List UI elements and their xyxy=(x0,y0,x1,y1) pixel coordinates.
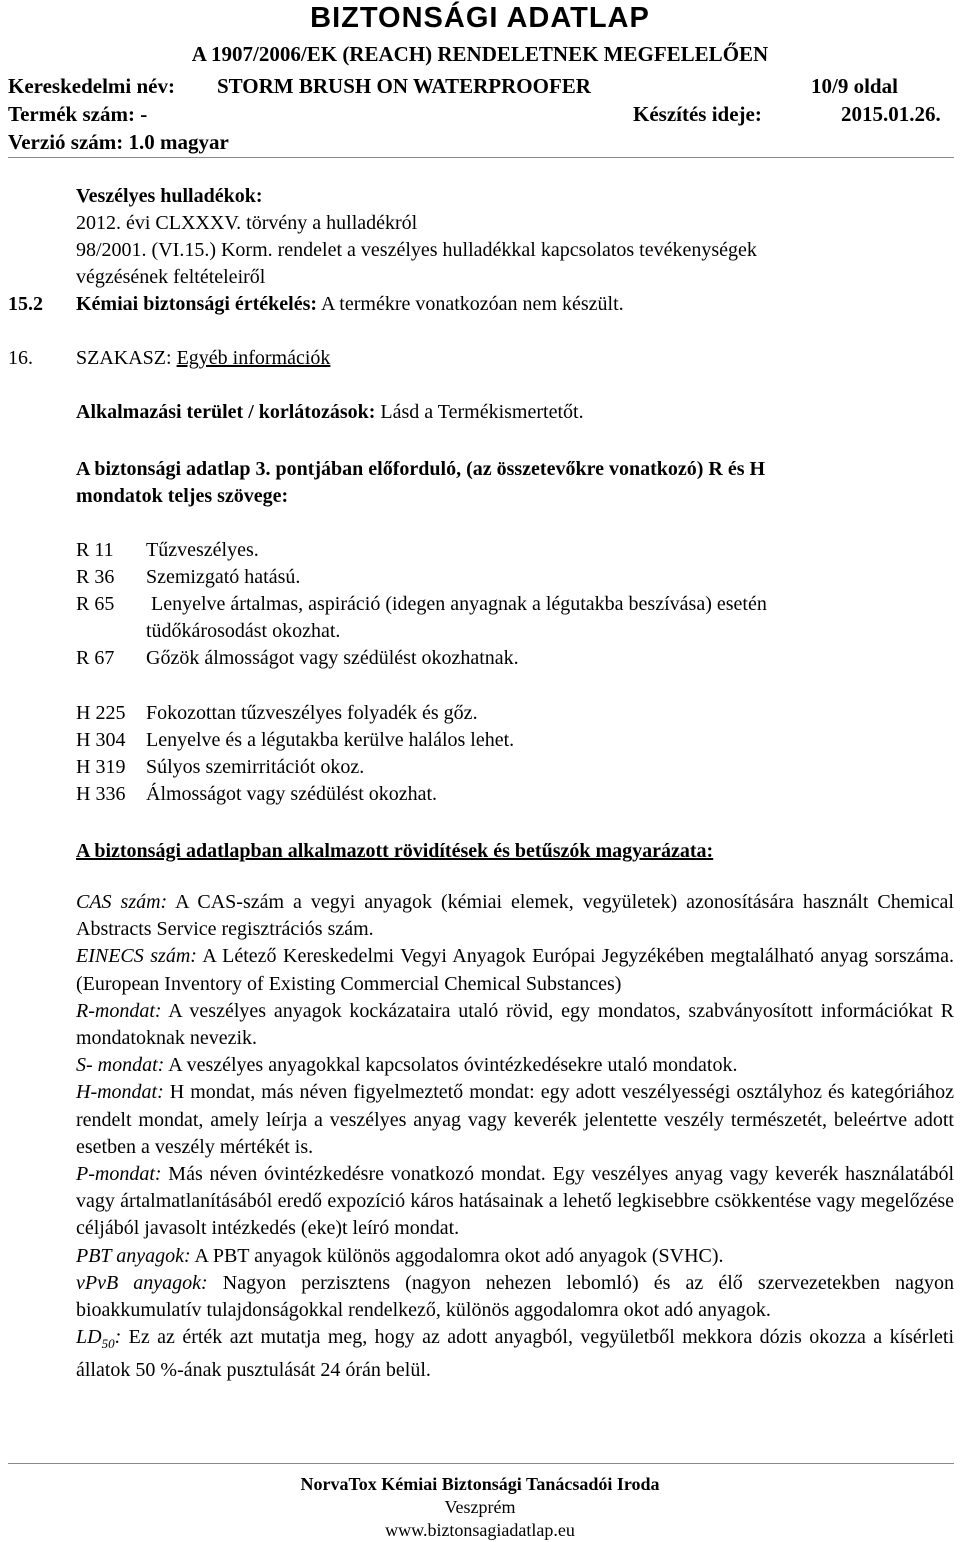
r-phrase-code: R 11 xyxy=(76,539,114,561)
abbr-definition: Ez az érték azt mutatja meg, hogy az adott anyagból, vegyületből mekkora dózis okozza a kísérleti állatok 50 %-ának pusztulását 24 órán belül. xyxy=(76,1326,954,1382)
trade-name-label: Kereskedelmi név: xyxy=(8,74,175,98)
abbr-term: S- mondat: xyxy=(76,1054,165,1077)
footer-divider xyxy=(8,1463,954,1464)
abbr-vpvb xyxy=(76,1270,954,1324)
product-number-label: Termék szám: - xyxy=(8,102,148,126)
trade-name: STORM BRUSH ON WATERPROOFER xyxy=(217,74,591,98)
r-phrase-text: Lenyelve ártalmas, aspiráció (idegen anyagnak a légutakba beszívása) esetén xyxy=(146,593,767,615)
abbr-term: P-mondat: xyxy=(76,1163,162,1186)
h-phrase-row xyxy=(76,727,514,754)
document-title: BIZTONSÁGI ADATLAP xyxy=(310,2,650,34)
r-phrase-code: R 65 xyxy=(76,593,115,615)
h-phrase-code: H 304 xyxy=(76,729,126,751)
abbr-definition: A PBT anyagok különös aggodalomra okot adó anyagok (SVHC). xyxy=(190,1244,724,1267)
footer-city: Veszprém xyxy=(444,1497,516,1517)
abbr-term: CAS szám: xyxy=(76,891,168,913)
h-phrase-code: H 225 xyxy=(76,702,126,724)
abbr-term: R-mondat: xyxy=(76,999,162,1022)
r-phrase-text-continued: tüdőkárosodást okozhat. xyxy=(146,620,341,642)
r-phrase-row xyxy=(76,591,767,618)
h-phrase-row xyxy=(76,700,478,727)
abbr-cas xyxy=(76,889,954,943)
h-phrase-row xyxy=(76,754,364,781)
abbr-definition: A veszélyes anyagok kockázataira utaló rövid, egy mondatos, szabványosított információkat R mondatoknak nevezik. xyxy=(76,999,954,1050)
section-16-number: 16. xyxy=(8,347,33,369)
rh-phrases-heading-2: mondatok teljes szövege: xyxy=(76,485,289,507)
h-phrase-text: Fokozottan tűzveszélyes folyadék és gőz. xyxy=(146,702,478,724)
footer-website: www.biztonsagiadatlap.eu xyxy=(385,1520,575,1540)
abbr-ld50 xyxy=(76,1324,954,1384)
h-phrase-text: Lenyelve és a légutakba kerülve halálos lehet. xyxy=(146,729,515,751)
h-phrase-code: H 336 xyxy=(76,783,126,805)
usage-text: Lásd a Termékismertetőt. xyxy=(380,401,584,423)
h-phrase-code: H 319 xyxy=(76,756,126,778)
abbr-definition: A CAS-szám a vegyi anyagok (kémiai elemek, vegyületek) azonosítására használt Chemical Abstracts Service regisztrációs szám. xyxy=(76,891,954,941)
abbr-pbt xyxy=(76,1243,954,1270)
section-16-prefix: SZAKASZ: xyxy=(76,347,172,369)
abbr-s-phrase xyxy=(76,1052,954,1079)
chemical-safety-label: Kémiai biztonsági értékelés: xyxy=(76,293,318,315)
r-phrase-row xyxy=(76,564,300,591)
usage-label: Alkalmazási terület / korlátozások: xyxy=(76,401,376,423)
header-divider xyxy=(8,157,954,158)
section-15-2-number: 15.2 xyxy=(8,293,43,315)
abbreviation-definitions xyxy=(76,889,954,1385)
r-phrase-text: Szemizgató hatású. xyxy=(146,566,301,588)
abbr-term: EINECS szám: xyxy=(76,945,197,968)
h-phrase-text: Súlyos szemirritációt okoz. xyxy=(146,756,365,778)
r-phrase-row xyxy=(76,645,519,672)
abbr-term: vPvB anyagok: xyxy=(76,1271,208,1294)
section-16-heading xyxy=(76,345,330,372)
abbr-definition: Nagyon perzisztens (nagyon nehezen lebomló) és az élő szervezetekben nagyon bioakkumulatív tulajdonságokkal rendelkező, különös aggodalomra okot adó anyagok. xyxy=(76,1271,954,1322)
waste-decree-line-2: végzésének feltételeiről xyxy=(76,266,266,288)
abbr-h-phrase xyxy=(76,1079,954,1161)
h-phrase-row xyxy=(76,781,437,808)
footer-organization: NorvaTox Kémiai Biztonsági Tanácsadói Iroda xyxy=(300,1474,660,1494)
usage-restrictions xyxy=(76,399,584,426)
abbreviations-heading: A biztonsági adatlapban alkalmazott rövidítések és betűszók magyarázata: xyxy=(76,840,714,862)
section-16-title: Egyéb információk xyxy=(176,347,331,369)
r-phrase-row xyxy=(76,537,259,564)
h-phrase-text: Álmosságot vagy szédülést okozhat. xyxy=(146,783,438,805)
r-phrase-text: Tűzveszélyes. xyxy=(146,539,259,561)
abbr-p-phrase xyxy=(76,1161,954,1243)
waste-law-line: 2012. évi CLXXXV. törvény a hulladékról xyxy=(76,212,418,234)
abbr-einecs xyxy=(76,943,954,997)
page-number: 10/9 oldal xyxy=(811,74,898,98)
abbr-definition: A Létező Kereskedelmi Vegyi Anyagok Európai Jegyzékében megtalálható anyag sorszáma. (European Inventory of Existing Commercial Chemical Substances) xyxy=(76,945,954,995)
abbr-term: LD xyxy=(76,1326,102,1349)
abbr-term-colon: : xyxy=(114,1326,122,1349)
regulation-subtitle: A 1907/2006/EK (REACH) RENDELETNEK MEGFELELŐEN xyxy=(191,42,769,66)
abbr-term-subscript: 50 xyxy=(101,1336,115,1352)
rh-phrases-heading: A biztonsági adatlap 3. pontjában előforduló, (az összetevőkre vonatkozó) R és H xyxy=(76,458,766,480)
abbr-definition: Más néven óvintézkedésre vonatkozó mondat. Egy veszélyes anyag vagy keverék használatából vagy ártalmatlanításából eredő expozíció káros hatásainak a lehető legkisebbre csökkentése vagy megelőzése céljából javasolt intézkedés (eke)t leíró mondat. xyxy=(76,1163,954,1240)
abbr-r-phrase xyxy=(76,998,954,1052)
r-phrase-text: Gőzök álmosságot vagy szédülést okozhatnak. xyxy=(146,647,519,669)
prep-date-label: Készítés ideje: xyxy=(633,102,762,126)
abbr-term: H-mondat: xyxy=(76,1081,164,1104)
r-phrase-code: R 67 xyxy=(76,647,115,669)
waste-decree-line: 98/2001. (VI.15.) Korm. rendelet a veszélyes hulladékkal kapcsolatos tevékenységek xyxy=(76,239,757,261)
abbr-definition: H mondat, más néven figyelmeztető mondat: egy adott veszélyességi osztályhoz és kategóriához rendelt mondat, amely leírja a veszélyes anyag vagy keverék jelentette veszély természetét, beleértve adott esetben a veszély mértékét is. xyxy=(76,1081,954,1158)
abbr-definition: A veszélyes anyagokkal kapcsolatos óvintézkedésekre utaló mondatok. xyxy=(164,1054,738,1077)
prep-date: 2015.01.26. xyxy=(841,102,941,126)
chemical-safety-text: A termékre vonatkozóan nem készült. xyxy=(320,293,624,315)
chemical-safety-assessment xyxy=(76,291,624,318)
r-phrase-code: R 36 xyxy=(76,566,115,588)
hazardous-waste-heading: Veszélyes hulladékok: xyxy=(76,185,263,207)
version-number: Verzió szám: 1.0 magyar xyxy=(8,130,229,154)
abbr-term: PBT anyagok: xyxy=(76,1244,191,1267)
